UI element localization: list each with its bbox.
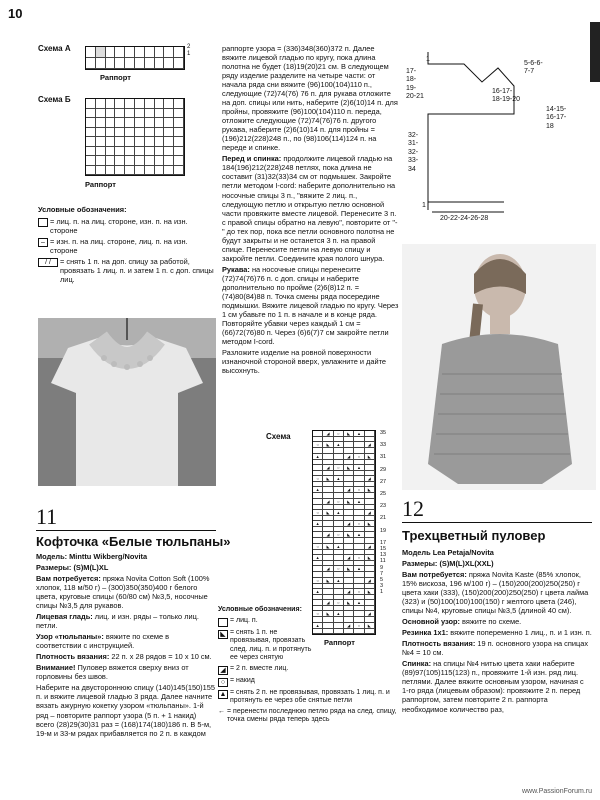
chart-cell: ◢ bbox=[365, 476, 375, 482]
chart-cell: ◣ bbox=[323, 544, 333, 550]
chart-cell: ○ bbox=[313, 442, 323, 448]
scheme-legend-title: Условные обозначения: bbox=[38, 205, 127, 214]
chart-cell: ◣ bbox=[365, 454, 375, 460]
chart-cell: ◢ bbox=[365, 611, 375, 617]
chart-cell: ◢ bbox=[344, 487, 354, 493]
article-11-column-2: раппорте узора = (336)348(360)372 п. Далее вяжите лицевой гладью по кругу, пока длина полотна не будет (18)19(20)21 см. В следующем ряду изделие разделите на четыре части: от начала ряда сни вяжите (96)100(104)110 п., следующие (72)74(76) 76 п. для рукава отложите на доп. спицы или нить, наберите (2)6(10)14 п. для пройны, провяжите (96)100(104)110 п. переда, отложите следующие (72)74(76)76 п. другого рукава, наберите (2)6(10)14 п. для пройны = (196)212(228)248 п., по (98)106(114)124 п. на переде и спинке. Перед и спинка: продолжите лицевой гладью на 184(196)212(228)248 петлях, пока длина не составит (31)32(33)34 см от подмышек. Закройте петли методом I-cord: наберите дополнительно на носочные спицы 3 п., "вяжите 2 лиц. п., следующую петлю и открытую петлю основной части провяжите вместе лицевой. Перенесите 3 п. с правой спицы обратно на левую", повторите от "-" до тех пор, пока все петли основного полотна не будут закрыты и не останется 3 п. на правой спице. Перенесите петли на левую спицу и закройте петли. Соедините края полого шнура. Рукава: на носочные спицы перенесите (72)74(76)76 п. с доп. спицы и наберите дополнительно по пройме (2)6(8)12 п. = (74)80(84)88 п. Точка смены ряда посередине подмышки. Вяжите лицевой гладью по кругу. Через 1 см убавьте по 1 п. в начале и в конце ряда. Повторяйте убавки через каждый 1 см = (66)72(76)80 п. Через (6)6(7)7 см закройте петли методом I-cord. Разложите изделие на ровной поверхности изнаночной стороной вверх, увлажните и дайте высохнуть. bbox=[222, 44, 399, 376]
chart-cell: ▲ bbox=[334, 476, 344, 482]
chart-cell: ▲ bbox=[334, 442, 344, 448]
chart-cell: ○ bbox=[313, 476, 323, 482]
chart-cell: ▲ bbox=[354, 600, 364, 606]
scheme-b-grid bbox=[85, 98, 185, 176]
scheme-legend-item: = лиц. п. на лиц. стороне, изн. п. на изн. стороне bbox=[38, 217, 214, 235]
chart-cell: ▲ bbox=[313, 487, 323, 493]
chart-cell: ▲ bbox=[334, 544, 344, 550]
chart-cell: ▲ bbox=[313, 521, 323, 527]
cable-symbol-icon: / / bbox=[38, 258, 58, 267]
scheme-a-label: Схема А bbox=[38, 44, 71, 53]
chart-cell: ◣ bbox=[344, 465, 354, 471]
chart-11-legend-item: ← = перенести последнюю петлю ряда на след. спицу, точка смены ряда теперь здесь bbox=[218, 707, 397, 724]
scheme-a-rapport: Раппорт bbox=[100, 73, 131, 82]
chart-cell: ◣ bbox=[365, 623, 375, 629]
chart-cell: ○ bbox=[354, 555, 364, 561]
chart-11-legend-item: ▲ = снять 2 п. не провязывая, провязать 1 лиц. п. и протянуть ее через обе снятые петли bbox=[219, 688, 390, 705]
chart-cell: ◣ bbox=[344, 431, 354, 437]
chart-11-rapport: Раппорт bbox=[324, 638, 355, 647]
scheme-legend bbox=[38, 205, 214, 286]
chart-cell: ◣ bbox=[323, 510, 333, 516]
chart-cell: ◢ bbox=[365, 544, 375, 550]
chart-cell: ○ bbox=[334, 600, 344, 606]
chart-cell: ▲ bbox=[313, 555, 323, 561]
chart-cell: ○ bbox=[313, 510, 323, 516]
chart-cell: ▲ bbox=[354, 566, 364, 572]
chart-cell: ○ bbox=[313, 578, 323, 584]
chart-11-legend-item: ◣ = снять 1 п. не провязывая, провязать след. лиц. п. и протянуть ее через снятую bbox=[218, 629, 313, 663]
chart-cell: ◢ bbox=[323, 465, 333, 471]
chart-cell: ○ bbox=[334, 431, 344, 437]
article-12-number: 12 bbox=[402, 496, 424, 521]
chart-cell: ○ bbox=[334, 499, 344, 505]
chart-cell: ▲ bbox=[354, 499, 364, 505]
scheme-a-row-numbers: 2 1 bbox=[187, 44, 191, 58]
chart-cell: ◢ bbox=[323, 532, 333, 538]
article-11-title: Кофточка «Белые тюльпаны» bbox=[36, 534, 231, 549]
chart-cell: ◣ bbox=[365, 487, 375, 493]
chart-cell: ▲ bbox=[334, 578, 344, 584]
chart-cell: ▲ bbox=[313, 623, 323, 629]
yarn-over-symbol-icon: ○ bbox=[218, 678, 228, 687]
article-11-column-1: Модель: Minttu Wikberg/Novita Размеры: (S)M(L)XL Вам потребуется: пряжа Novita Cotton Soft (100% хлопок, 118 м/50 г) – (300)350(350)400 г белого цвета, круговые спицы (60/80 см) №3,5, носочные спицы №3,5 для рукавов. Лицевая гладь: лиц. и изн. ряды – только лиц. петли. Узор «тюльпаны»: вяжите по схеме в соответствии с инструкцией. Плотность вязания: 22 п. х 28 рядов = 10 х 10 см. Внимание! Пуловер вяжется сверху вниз от горловины без швов. Наберите на двустороннюю спицу (140)145(150)155 п. и вяжите лицевой гладью 3 ряда. Далее начните вязать ажурную кокетку узором «тюльпаны». 1-й ряд – повторите раппорт узора (5 п. + 1 накид) всего (28)29(30)31 раз = (168)174(180)186 п. В 5-м, 19-м и 33-м рядах прибавляется по 2 п. в каждом bbox=[36, 552, 215, 738]
chart-cell: ▲ bbox=[313, 589, 323, 595]
chart-cell: ◣ bbox=[365, 555, 375, 561]
chart-cell: ◢ bbox=[365, 578, 375, 584]
chart-cell: ◣ bbox=[323, 578, 333, 584]
chart-cell: ○ bbox=[354, 454, 364, 460]
watermark: www.PassionForum.ru bbox=[521, 788, 592, 796]
chart-cell: ○ bbox=[354, 521, 364, 527]
double-decrease-symbol-icon: ▲ bbox=[219, 690, 227, 698]
chart-cell: ▲ bbox=[354, 532, 364, 538]
scheme-b-label: Схема Б bbox=[38, 95, 71, 104]
chart-11-legend-title: Условные обозначения: bbox=[218, 606, 302, 613]
chart-cell: ◣ bbox=[344, 566, 354, 572]
chart-cell: ○ bbox=[334, 532, 344, 538]
chart-11-legend-item: ○ = накид bbox=[218, 677, 402, 687]
garment-photo-11 bbox=[38, 318, 216, 486]
chart-cell: ◢ bbox=[365, 510, 375, 516]
chart-cell: ▲ bbox=[354, 465, 364, 471]
chart-cell: ◢ bbox=[323, 499, 333, 505]
article-11-number: 11 bbox=[36, 504, 58, 529]
article-12-text: Модель Lea Petaja/Novita Размеры: (S)M(L)XL(XXL) Вам потребуется: пряжа Novita Kaste (85% хлопок, 15% вискоза, 196 м/100 г) – (150)200(200)250(250) г цвета хаки (333), (150)200(200)250(250) г цвета лайма (323) и (50)100(100)100(150) г желтого цвета (246), спицы №4, круговые спицы №3,5 (длиной 40 см). Основной узор: вяжите по схеме. Резинка 1х1: вяжите попеременно 1 лиц., п. и 1 изн. п. Плотность вязания: 19 п. основного узора на спицах №4 = 10 см. Спинка: на спицы №4 нитью цвета хаки наберите (89)97(105)115(123) п., провяжите 1-й изн. ряд лиц. петлями. Далее вяжите основным узором, начиная с 1-го ряда (лицевым образом): провяжите 2 п. перед раппортом, затем повторите 2 п. раппорта необходимое количество раз, bbox=[402, 548, 592, 714]
chart-11-legend-item: = лиц. п. bbox=[218, 617, 402, 627]
chart-cell: ◢ bbox=[323, 566, 333, 572]
chart-cell: ○ bbox=[313, 611, 323, 617]
purl-symbol-icon: – bbox=[38, 238, 48, 247]
chart-cell: ◢ bbox=[344, 555, 354, 561]
chart-cell: ◢ bbox=[323, 431, 333, 437]
chart-cell: ◢ bbox=[344, 623, 354, 629]
chart-cell: ◣ bbox=[365, 521, 375, 527]
scheme-legend-item: – = изн. п. на лиц. стороне, лиц. п. на изн. стороне bbox=[38, 237, 214, 255]
chart-cell: ○ bbox=[334, 465, 344, 471]
chart-cell: ○ bbox=[354, 589, 364, 595]
k2tog-symbol-icon: ◢ bbox=[218, 666, 228, 675]
chart-cell: ○ bbox=[313, 544, 323, 550]
knit-symbol-icon bbox=[38, 218, 48, 227]
ssk-symbol-icon: ◣ bbox=[218, 630, 228, 639]
scheme-legend-item: / / = снять 1 п. на доп. спицу за работой, провязать 1 лиц. п. и затем 1 п. с доп. спицы лиц. bbox=[38, 257, 214, 284]
scheme-a-grid bbox=[85, 46, 185, 70]
chart-11-row-numbers: 35 33 31 29 27 25 23 21 19 17 15 13 11 9 7 5 3 1 bbox=[380, 430, 387, 596]
chart-cell: ◣ bbox=[323, 476, 333, 482]
chart-cell: ◢ bbox=[365, 442, 375, 448]
chart-cell: ◢ bbox=[344, 521, 354, 527]
page-number: 10 bbox=[8, 6, 23, 21]
chart-cell: ◣ bbox=[365, 589, 375, 595]
chart-cell: ◣ bbox=[323, 442, 333, 448]
model-photo-12 bbox=[402, 244, 596, 490]
chart-cell: ◣ bbox=[344, 600, 354, 606]
chart-cell: ◢ bbox=[344, 454, 354, 460]
chart-cell: ○ bbox=[334, 566, 344, 572]
chart-cell: ○ bbox=[354, 487, 364, 493]
knit-symbol-icon bbox=[218, 618, 228, 627]
article-11-divider bbox=[36, 530, 216, 531]
chart-cell: ▲ bbox=[334, 611, 344, 617]
chart-cell: ◢ bbox=[323, 600, 333, 606]
chart-11-grid bbox=[312, 430, 376, 635]
article-12-title: Трехцветный пуловер bbox=[402, 528, 546, 543]
chart-cell: ◢ bbox=[344, 589, 354, 595]
chart-cell: ○ bbox=[354, 623, 364, 629]
article-12-divider bbox=[402, 522, 592, 523]
chart-cell: ◣ bbox=[344, 499, 354, 505]
chart-11-label: Схема bbox=[266, 432, 291, 441]
chart-cell: ▲ bbox=[354, 431, 364, 437]
scheme-b-rapport: Раппорт bbox=[85, 180, 116, 189]
page-corner-tab bbox=[590, 22, 600, 82]
chart-cell: ▲ bbox=[334, 510, 344, 516]
chart-cell: ◣ bbox=[323, 611, 333, 617]
arrow-left-icon: ← bbox=[218, 707, 225, 715]
chart-cell: ▲ bbox=[313, 454, 323, 460]
diagram-12: 1 17-18-19-20-21 5-6-6-7-7 16-17-18-19-20 14-15-16-17-18 32-31-32-33-34 1 20-22-24-26-28 bbox=[404, 42, 590, 238]
chart-11-legend-item: ◢ = 2 п. вместе лиц. bbox=[218, 665, 402, 675]
chart-11-legend bbox=[218, 606, 402, 727]
chart-cell: ◣ bbox=[344, 532, 354, 538]
